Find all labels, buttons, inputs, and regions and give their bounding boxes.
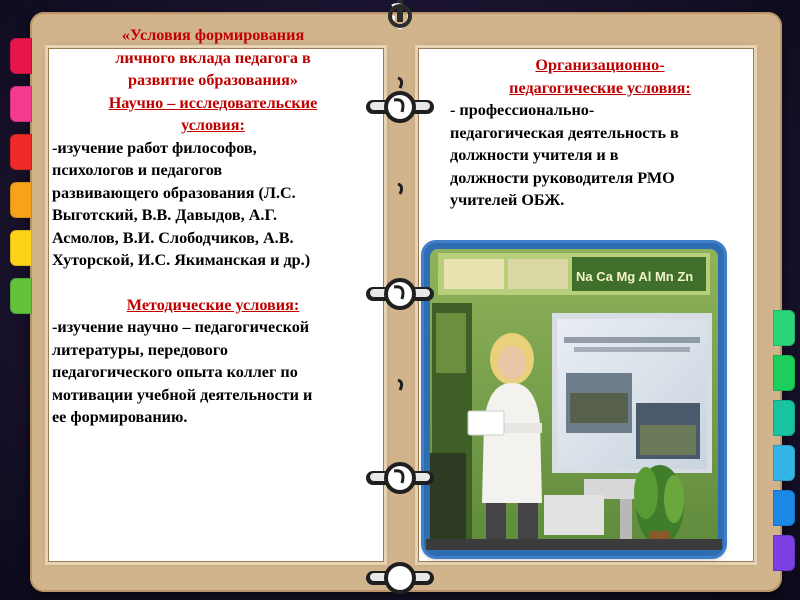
research-conditions-line-5: Асмолов, В.И. Слободчиков, А.В. [52,228,294,247]
board-elements-text: Na Ca Mg Al Mn Zn [576,269,694,284]
organizational-conditions-line-4: должности руководителя РМО [450,168,675,187]
ring-bottom [366,564,434,592]
research-conditions-line-3: развивающего образования (Л.С. [52,183,296,202]
ring-lower [366,464,434,492]
research-conditions-line-1: -изучение работ философов, [52,138,257,157]
ring-middle [366,280,434,308]
methodical-conditions-line-3: педагогического опыта коллег по [52,363,298,381]
organizational-conditions-line-2: педагогическая деятельность в [450,123,679,142]
tab-left-2[interactable] [10,86,32,122]
left-page-content [52,24,374,429]
classroom-photo [424,243,724,556]
tab-left-6[interactable] [10,278,32,314]
research-conditions-line-6: Хуторской, И.С. Якиманская и др.) [52,251,311,269]
research-conditions-heading-2: условия: [181,116,245,134]
organizational-conditions-line-3: должности учителя и в [450,146,619,164]
tab-left-5[interactable] [10,230,32,266]
tab-right-6[interactable] [773,535,795,571]
tab-right-1[interactable] [773,310,795,346]
methodical-conditions-heading: Методические условия: [126,295,300,314]
tab-right-3[interactable] [773,400,795,436]
methodical-conditions-line-5: ее формированию. [52,408,188,426]
page-title-line-2: личного вклада педагога в [115,48,311,67]
binder-spine [360,0,440,600]
research-conditions-line-4: Выготский, В.В. Давыдов, А.Г. [52,206,277,224]
ring-top [390,0,410,28]
organizational-conditions-line-1: - профессионально- [450,101,595,119]
tab-right-2[interactable] [773,355,795,391]
organizational-conditions-heading-2: педагогические условия: [509,78,691,97]
research-conditions-line-2: психологов и педагогов [52,161,223,179]
classroom-photo-image [424,243,724,556]
methodical-conditions-line-1: -изучение научно – педагогической [52,318,310,336]
spine-hole-marks [398,78,402,390]
page-title-line-3: развитие образования» [128,71,298,89]
organizational-conditions-line-5: учителей ОБЖ. [450,191,565,209]
tab-left-1[interactable] [10,38,32,74]
ring-upper [366,93,434,121]
tab-right-5[interactable] [773,490,795,526]
research-conditions-heading-1: Научно – исследовательские [108,93,318,112]
methodical-conditions-line-2: литературы, передового [52,340,228,359]
tab-right-4[interactable] [773,445,795,481]
right-page-content [450,54,750,212]
page-title-line-1: «Условия формирования [121,26,305,44]
tab-left-3[interactable] [10,134,32,170]
tab-left-4[interactable] [10,182,32,218]
methodical-conditions-line-4: мотивации учебной деятельности и [52,385,313,404]
organizational-conditions-heading-1: Организационно- [535,56,665,74]
